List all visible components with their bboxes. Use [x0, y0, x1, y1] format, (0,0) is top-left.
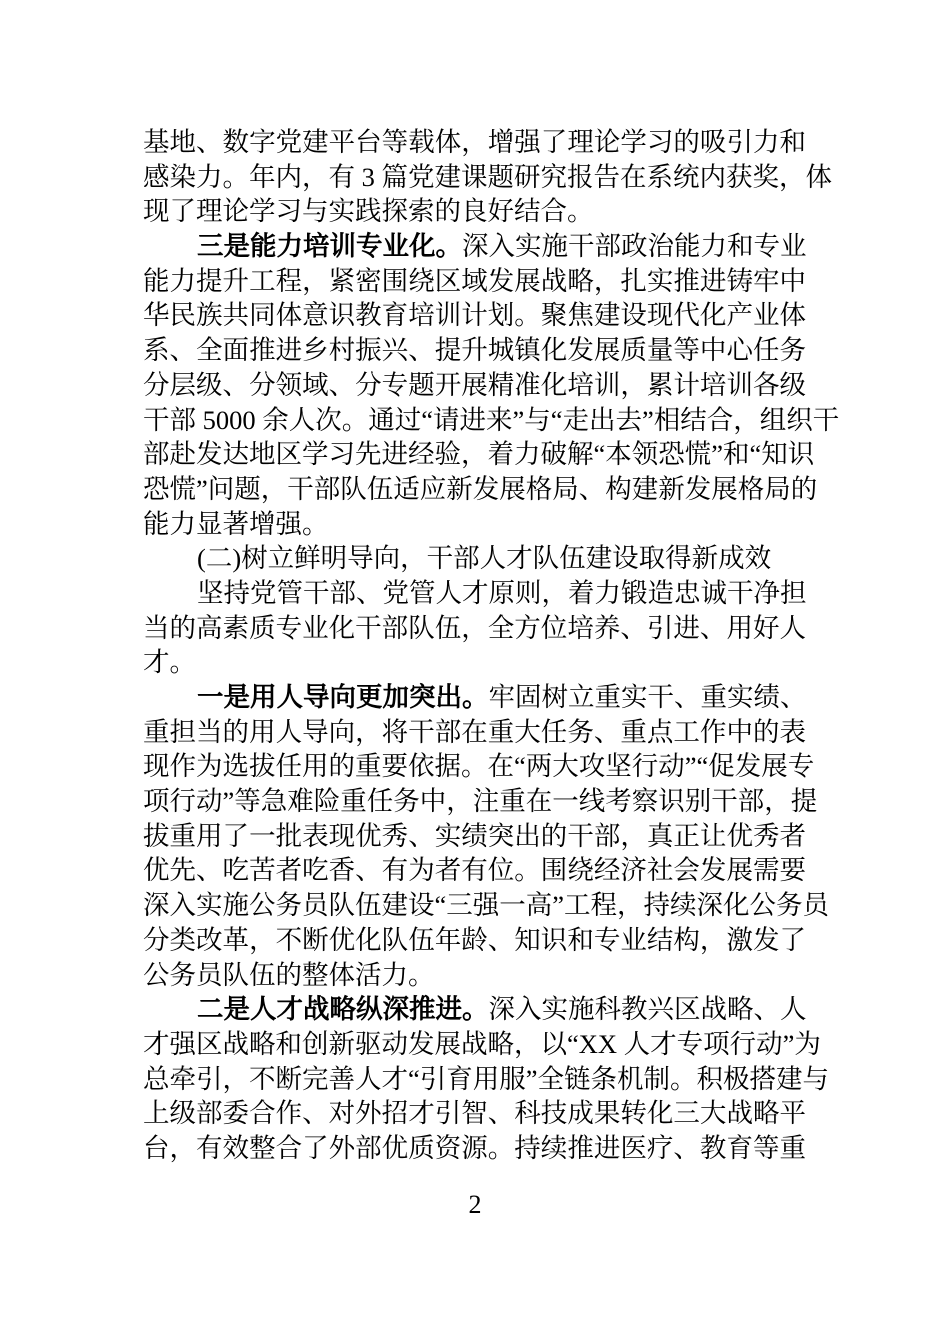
text-line: [143, 992, 806, 1027]
line-text: 深入实施科教兴区战略、人: [488, 994, 807, 1025]
text-line: [143, 333, 806, 368]
line-text: 上级部委合作、对外招才引智、科技成果转化三大战略平: [143, 1098, 806, 1129]
text-line: [143, 194, 806, 229]
bold-lead-heading: 二是人才战略纵深推进。: [197, 994, 489, 1025]
line-text: 现了理论学习与实践探索的良好结合。: [143, 196, 594, 227]
paragraph: [143, 229, 840, 541]
paragraph: [143, 992, 830, 1165]
line-text: 重担当的用人导向，将干部在重大任务、重点工作中的表: [143, 716, 806, 747]
text-line: [143, 403, 840, 438]
text-line: [143, 958, 806, 993]
line-text: 坚持党管干部、党管人才原则，着力锻造忠诚干净担: [197, 577, 807, 608]
text-line: [143, 472, 818, 507]
line-text: 深入实施干部政治能力和专业: [462, 231, 807, 262]
text-line: [143, 819, 806, 854]
paragraph: [143, 680, 830, 992]
text-line: [143, 160, 832, 195]
text-line: [143, 680, 806, 715]
text-line: [143, 298, 806, 333]
bold-lead-heading: 三是能力培训专业化。: [197, 231, 462, 262]
line-text: 项行动”等急难险重任务中，注重在一线考察识别干部，提: [143, 786, 818, 817]
text-line: [143, 229, 806, 264]
line-text: 拔重用了一批表现优秀、实绩突出的干部，真正让优秀者: [143, 820, 806, 851]
text-line: [143, 1062, 830, 1097]
line-text: 现作为选拔任用的重要依据。在“两大攻坚行动”“促发展专: [143, 751, 815, 782]
line-text: 部赴发达地区学习先进经验，着力破解“本领恐慌”和“知识: [143, 439, 815, 470]
line-text: 牢固树立重实干、重实绩、: [488, 682, 807, 712]
line-text: 感染力。年内，有 3 篇党建课题研究报告在系统内获奖，体: [143, 161, 832, 192]
text-line: [143, 1027, 821, 1062]
line-text: 台，有效整合了外部优质资源。持续推进医疗、教育等重: [143, 1132, 806, 1163]
text-line: [143, 611, 806, 646]
text-line: [143, 749, 815, 784]
text-line: [143, 784, 818, 819]
text-line: [143, 1096, 806, 1131]
text-line: [143, 264, 806, 299]
text-line: [143, 715, 806, 750]
line-text: 华民族共同体意识教育培训计划。聚焦建设现代化产业体: [143, 300, 806, 331]
text-line: [143, 888, 830, 923]
text-line: [143, 923, 806, 958]
line-text: 恐慌”问题，干部队伍适应新发展格局、构建新发展格局的: [143, 473, 818, 504]
text-line: [143, 1131, 806, 1166]
page-number: 2: [468, 1190, 482, 1219]
line-text: 分层级、分领域、分专题开展精准化培训，累计培训各级: [143, 369, 806, 400]
text-line: [143, 576, 806, 611]
line-text: 基地、数字党建平台等载体，增强了理论学习的吸引力和: [143, 127, 806, 157]
line-text: 能力提升工程，紧密围绕区域发展战略，扎实推进铸牢中: [143, 265, 806, 296]
line-text: 系、全面推进乡村振兴、提升城镇化发展质量等中心任务: [143, 335, 806, 366]
line-text: 才。: [143, 647, 196, 678]
line-text: 干部 5000 余人次。通过“请进来”与“走出去”相结合，组织干: [143, 404, 840, 435]
paragraph: [143, 125, 832, 229]
paragraph: [143, 541, 806, 576]
text-line: [143, 645, 806, 680]
line-text: 分类改革，不断优化队伍年龄、知识和专业结构，激发了: [143, 924, 806, 955]
text-line: [143, 437, 815, 472]
document-body: [143, 125, 840, 1166]
line-text: (二)树立鲜明导向，干部人才队伍建设取得新成效: [197, 543, 772, 574]
line-text: 总牵引，不断完善人才“引育用服”全链条机制。积极搭建与: [143, 1063, 830, 1094]
line-text: 深入实施公务员队伍建设“三强一高”工程，持续深化公务员: [143, 890, 830, 921]
bold-lead-heading: 一是用人导向更加突出。: [197, 682, 489, 712]
text-line: [143, 541, 806, 576]
line-text: 能力显著增强。: [143, 508, 329, 539]
line-text: 才强区战略和创新驱动发展战略，以“XX 人才专项行动”为: [143, 1028, 821, 1059]
text-line: [143, 853, 806, 888]
line-text: 公务员队伍的整体活力。: [143, 959, 435, 990]
text-line: [143, 507, 806, 542]
line-text: 当的高素质专业化干部队伍，全方位培养、引进、用好人: [143, 612, 806, 643]
text-line: [143, 125, 806, 160]
text-line: [143, 368, 806, 403]
paragraph: [143, 576, 806, 680]
line-text: 优先、吃苦者吃香、有为者有位。围绕经济社会发展需要: [143, 855, 806, 886]
